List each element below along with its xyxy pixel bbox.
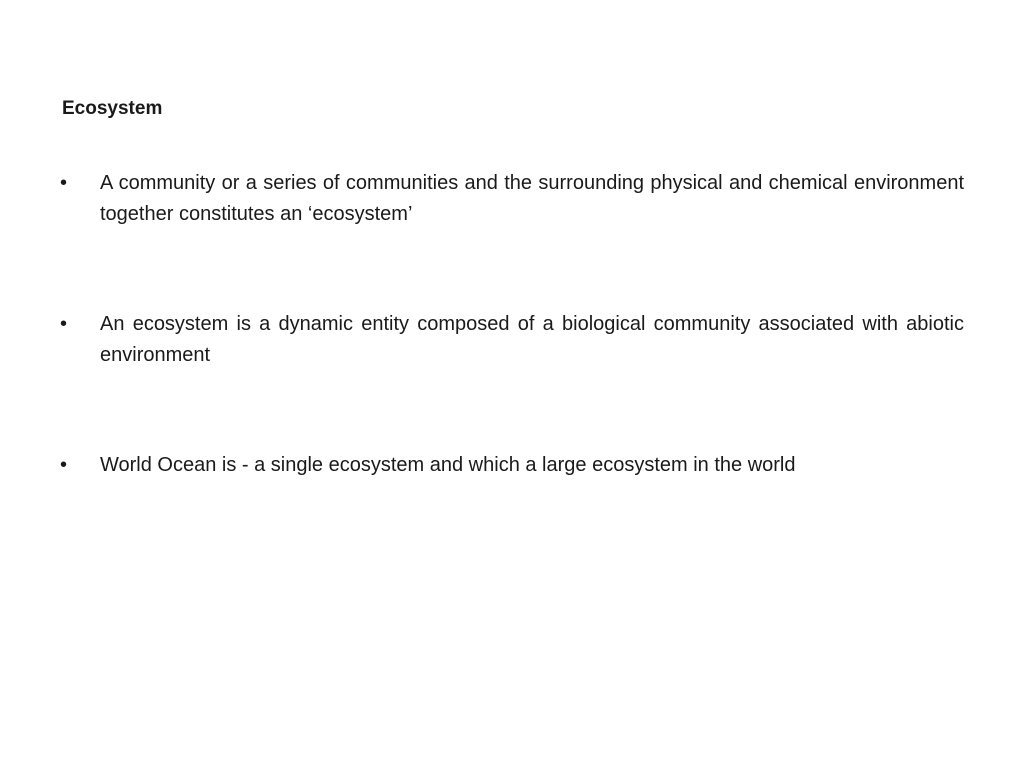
bullet-text: A community or a series of communities and the surrounding physical and chemical environment together constitutes an ‘ecosystem’ bbox=[100, 172, 964, 225]
bullet-text: World Ocean is - a single ecosystem and which a large ecosystem in the world bbox=[100, 454, 796, 476]
bullet-list bbox=[60, 168, 964, 481]
bullet-dot-icon: • bbox=[60, 172, 68, 194]
bullet-item bbox=[60, 309, 964, 371]
bullet-dot-icon: • bbox=[60, 313, 68, 335]
bullet-dot-icon: • bbox=[60, 454, 68, 476]
slide-title: Ecosystem bbox=[62, 98, 163, 119]
bullet-item bbox=[60, 450, 964, 481]
bullet-text: An ecosystem is a dynamic entity composed of a biological community associated with abiotic environment bbox=[100, 313, 964, 366]
bullet-item bbox=[60, 168, 964, 230]
